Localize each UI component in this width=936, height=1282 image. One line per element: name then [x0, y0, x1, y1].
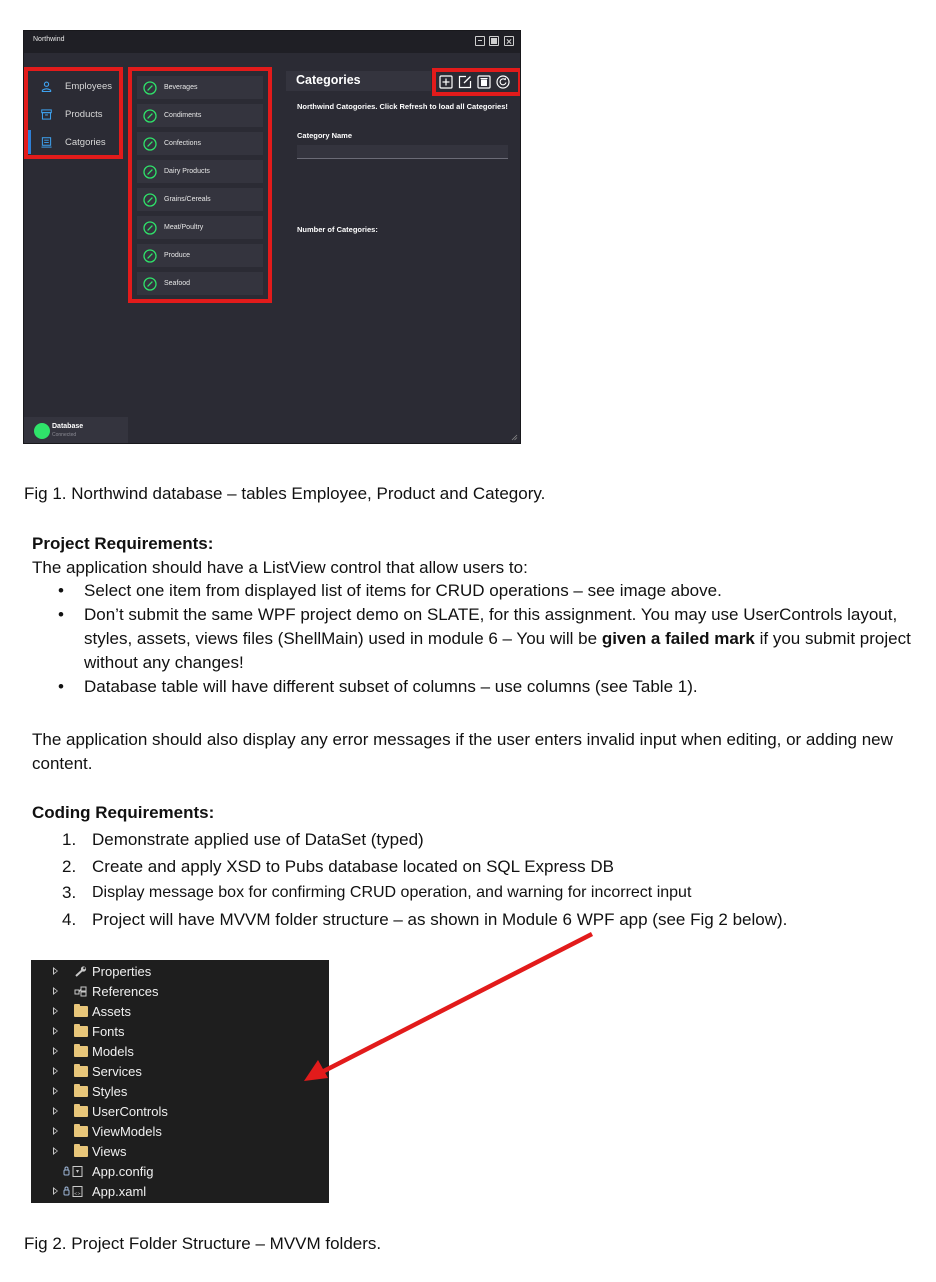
list-number: 3.: [62, 883, 77, 902]
edit-icon[interactable]: [458, 75, 472, 89]
expand-arrow-icon[interactable]: [53, 1047, 58, 1055]
folder-icon: [74, 1126, 88, 1137]
expand-arrow-icon[interactable]: [53, 967, 58, 975]
check-circle-icon: [143, 277, 157, 291]
folder-icon: [74, 1006, 88, 1017]
list-item-category[interactable]: [137, 76, 263, 99]
list-item: [58, 579, 918, 603]
tree-item-label: App.xaml: [92, 1183, 147, 1199]
requirements-list: [58, 579, 918, 699]
list-item-category[interactable]: [137, 244, 263, 267]
references-icon: [74, 986, 88, 997]
refresh-icon[interactable]: [496, 75, 510, 89]
list-number: 4.: [62, 909, 77, 929]
page-title: Categories: [296, 73, 361, 87]
tree-item-label: References: [92, 983, 159, 999]
list-item: [62, 907, 922, 934]
coding-requirements-heading: Coding Requirements:: [32, 803, 215, 822]
list-item: [58, 603, 918, 675]
check-circle-icon: [143, 137, 157, 151]
tree-item-properties[interactable]: [31, 961, 329, 981]
list-item: [58, 675, 918, 699]
tree-item-folder[interactable]: [31, 1021, 329, 1041]
list-item-category[interactable]: [137, 272, 263, 295]
detail-description: Northwind Catogories. Click Refresh to load all Categories!: [297, 102, 508, 111]
category-label: Produce: [164, 252, 191, 259]
nav-panel-highlight: [24, 67, 123, 159]
check-circle-icon: [143, 193, 157, 207]
database-status: [24, 417, 128, 444]
check-circle-icon: [143, 165, 157, 179]
figure-1-caption: Fig 1. Northwind database – tables Employee, Product and Category.: [24, 484, 546, 503]
list-item: [62, 880, 922, 907]
nav-item-products[interactable]: [28, 102, 119, 126]
folder-icon: [74, 1106, 88, 1117]
list-item-category[interactable]: [137, 160, 263, 183]
expand-arrow-icon[interactable]: [53, 1107, 58, 1115]
solution-explorer-tree: [31, 960, 329, 1203]
tree-item-folder[interactable]: [31, 1001, 329, 1021]
list-text: Project will have MVVM folder structure – as shown in Module 6 WPF app (see Fig 2 below).: [92, 909, 788, 929]
category-name-input[interactable]: [297, 145, 508, 159]
app-title: Northwind: [33, 36, 65, 43]
detail-header: [286, 71, 431, 91]
category-name-label: Category Name: [297, 131, 353, 140]
check-circle-icon: [143, 81, 157, 95]
category-label: Confections: [164, 140, 201, 147]
close-button[interactable]: [504, 36, 514, 46]
archive-box-icon: [41, 109, 52, 120]
expand-arrow-icon[interactable]: [53, 1027, 58, 1035]
tree-item-label: Styles: [92, 1083, 128, 1099]
category-label: Dairy Products: [164, 168, 210, 175]
list-number: 2.: [62, 856, 77, 876]
nav-item-label: Catgories: [65, 136, 106, 148]
command-toolbar-highlight: [432, 68, 521, 96]
nav-item-employees[interactable]: [28, 74, 119, 98]
maximize-button[interactable]: [489, 36, 499, 46]
tree-item-label: Views: [92, 1143, 127, 1159]
nav-item-categories[interactable]: [28, 130, 119, 154]
tree-item-label: ViewModels: [92, 1123, 162, 1139]
tree-item-label: App.config: [92, 1163, 154, 1179]
category-label: Condiments: [164, 112, 202, 119]
expand-arrow-icon[interactable]: [53, 1187, 58, 1195]
category-count-label: Number of Categories:: [297, 225, 378, 234]
check-circle-icon: [143, 249, 157, 263]
list-item-category[interactable]: [137, 132, 263, 155]
tree-item-folder[interactable]: [31, 1061, 329, 1081]
requirements-intro: The application should have a ListView control that allow users to:: [32, 558, 528, 577]
svg-text:<>: <>: [74, 1190, 81, 1196]
figure-2-caption: Fig 2. Project Folder Structure – MVVM folders.: [24, 1234, 382, 1253]
tree-item-folder[interactable]: [31, 1121, 329, 1141]
folder-icon: [74, 1046, 88, 1057]
error-messages-paragraph: The application should also display any error messages if the user enters invalid input when editing, or adding new content.: [32, 730, 893, 773]
folder-icon: [74, 1086, 88, 1097]
list-item: [62, 854, 922, 881]
config-file-icon: [63, 1166, 87, 1177]
list-number: 1.: [62, 830, 77, 849]
tree-item-folder[interactable]: [31, 1041, 329, 1061]
project-requirements-heading: Project Requirements:: [32, 534, 214, 553]
bullet-text: if you submit project without any changes!: [84, 629, 911, 672]
category-label: Beverages: [164, 84, 198, 91]
list-item: [62, 827, 922, 854]
northwind-app-window: [23, 30, 521, 444]
list-text: Demonstrate applied use of DataSet (typed): [92, 830, 424, 849]
tree-item-label: Services: [92, 1063, 142, 1079]
tree-item-references[interactable]: [31, 981, 329, 1001]
category-label: Grains/Cereals: [164, 196, 211, 203]
expand-arrow-icon[interactable]: [53, 1067, 58, 1075]
tree-item-folder[interactable]: [31, 1081, 329, 1101]
category-label: Meat/Poultry: [164, 224, 204, 231]
folder-icon: [74, 1066, 88, 1077]
list-item-category[interactable]: [137, 216, 263, 239]
nav-item-label: Products: [65, 108, 103, 120]
delete-icon[interactable]: [477, 75, 491, 89]
xaml-file-icon: [63, 1186, 87, 1197]
status-indicator-icon: [34, 423, 50, 439]
nav-item-label: Employees: [65, 80, 112, 92]
minimize-button[interactable]: [475, 36, 485, 46]
status-sublabel: Connected: [52, 432, 77, 438]
wrench-icon: [74, 966, 88, 977]
category-label: Seafood: [164, 280, 191, 287]
book-icon: [41, 137, 52, 148]
tree-item-folder[interactable]: [31, 1141, 329, 1161]
expand-arrow-icon[interactable]: [53, 1127, 58, 1135]
tree-item-file[interactable]: [31, 1161, 329, 1181]
tree-item-label: UserControls: [92, 1103, 168, 1119]
resize-grip-icon[interactable]: [511, 434, 518, 441]
check-circle-icon: [143, 221, 157, 235]
tree-item-label: Assets: [92, 1003, 132, 1019]
status-label: Database: [52, 423, 84, 430]
bullet-text: Don’t submit the same WPF project demo on SLATE, for this assignment. You may use UserControls layout, styles, assets, views files (ShellMain) used in module 6 – You will be: [84, 605, 898, 648]
coding-requirements-list: [62, 827, 922, 933]
list-text: Display message box for confirming CRUD operation, and warning for incorrect input: [92, 884, 692, 901]
folder-icon: [74, 1146, 88, 1157]
list-item-category[interactable]: [137, 188, 263, 211]
expand-arrow-icon[interactable]: [53, 1007, 58, 1015]
tree-item-label: Models: [92, 1043, 134, 1059]
tree-item-file[interactable]: [31, 1181, 329, 1201]
category-listview-highlight: [128, 67, 272, 303]
bullet-text: Database table will have different subset of columns – use columns (see Table 1).: [84, 677, 698, 696]
tree-item-label: Fonts: [92, 1023, 125, 1039]
tree-item-folder[interactable]: [31, 1101, 329, 1121]
add-icon[interactable]: [439, 75, 453, 89]
expand-arrow-icon[interactable]: [53, 987, 58, 995]
check-circle-icon: [143, 109, 157, 123]
expand-arrow-icon[interactable]: [53, 1147, 58, 1155]
person-icon: [41, 81, 52, 92]
bullet-text: Select one item from displayed list of items for CRUD operations – see image above.: [84, 581, 722, 600]
list-item-category[interactable]: [137, 104, 263, 127]
folder-icon: [74, 1026, 88, 1037]
expand-arrow-icon[interactable]: [53, 1087, 58, 1095]
app-titlebar: [24, 31, 520, 53]
list-text: Create and apply XSD to Pubs database located on SQL Express DB: [92, 856, 614, 876]
bullet-emphasis: given a failed mark: [601, 629, 755, 648]
tree-item-label: Properties: [92, 963, 152, 979]
